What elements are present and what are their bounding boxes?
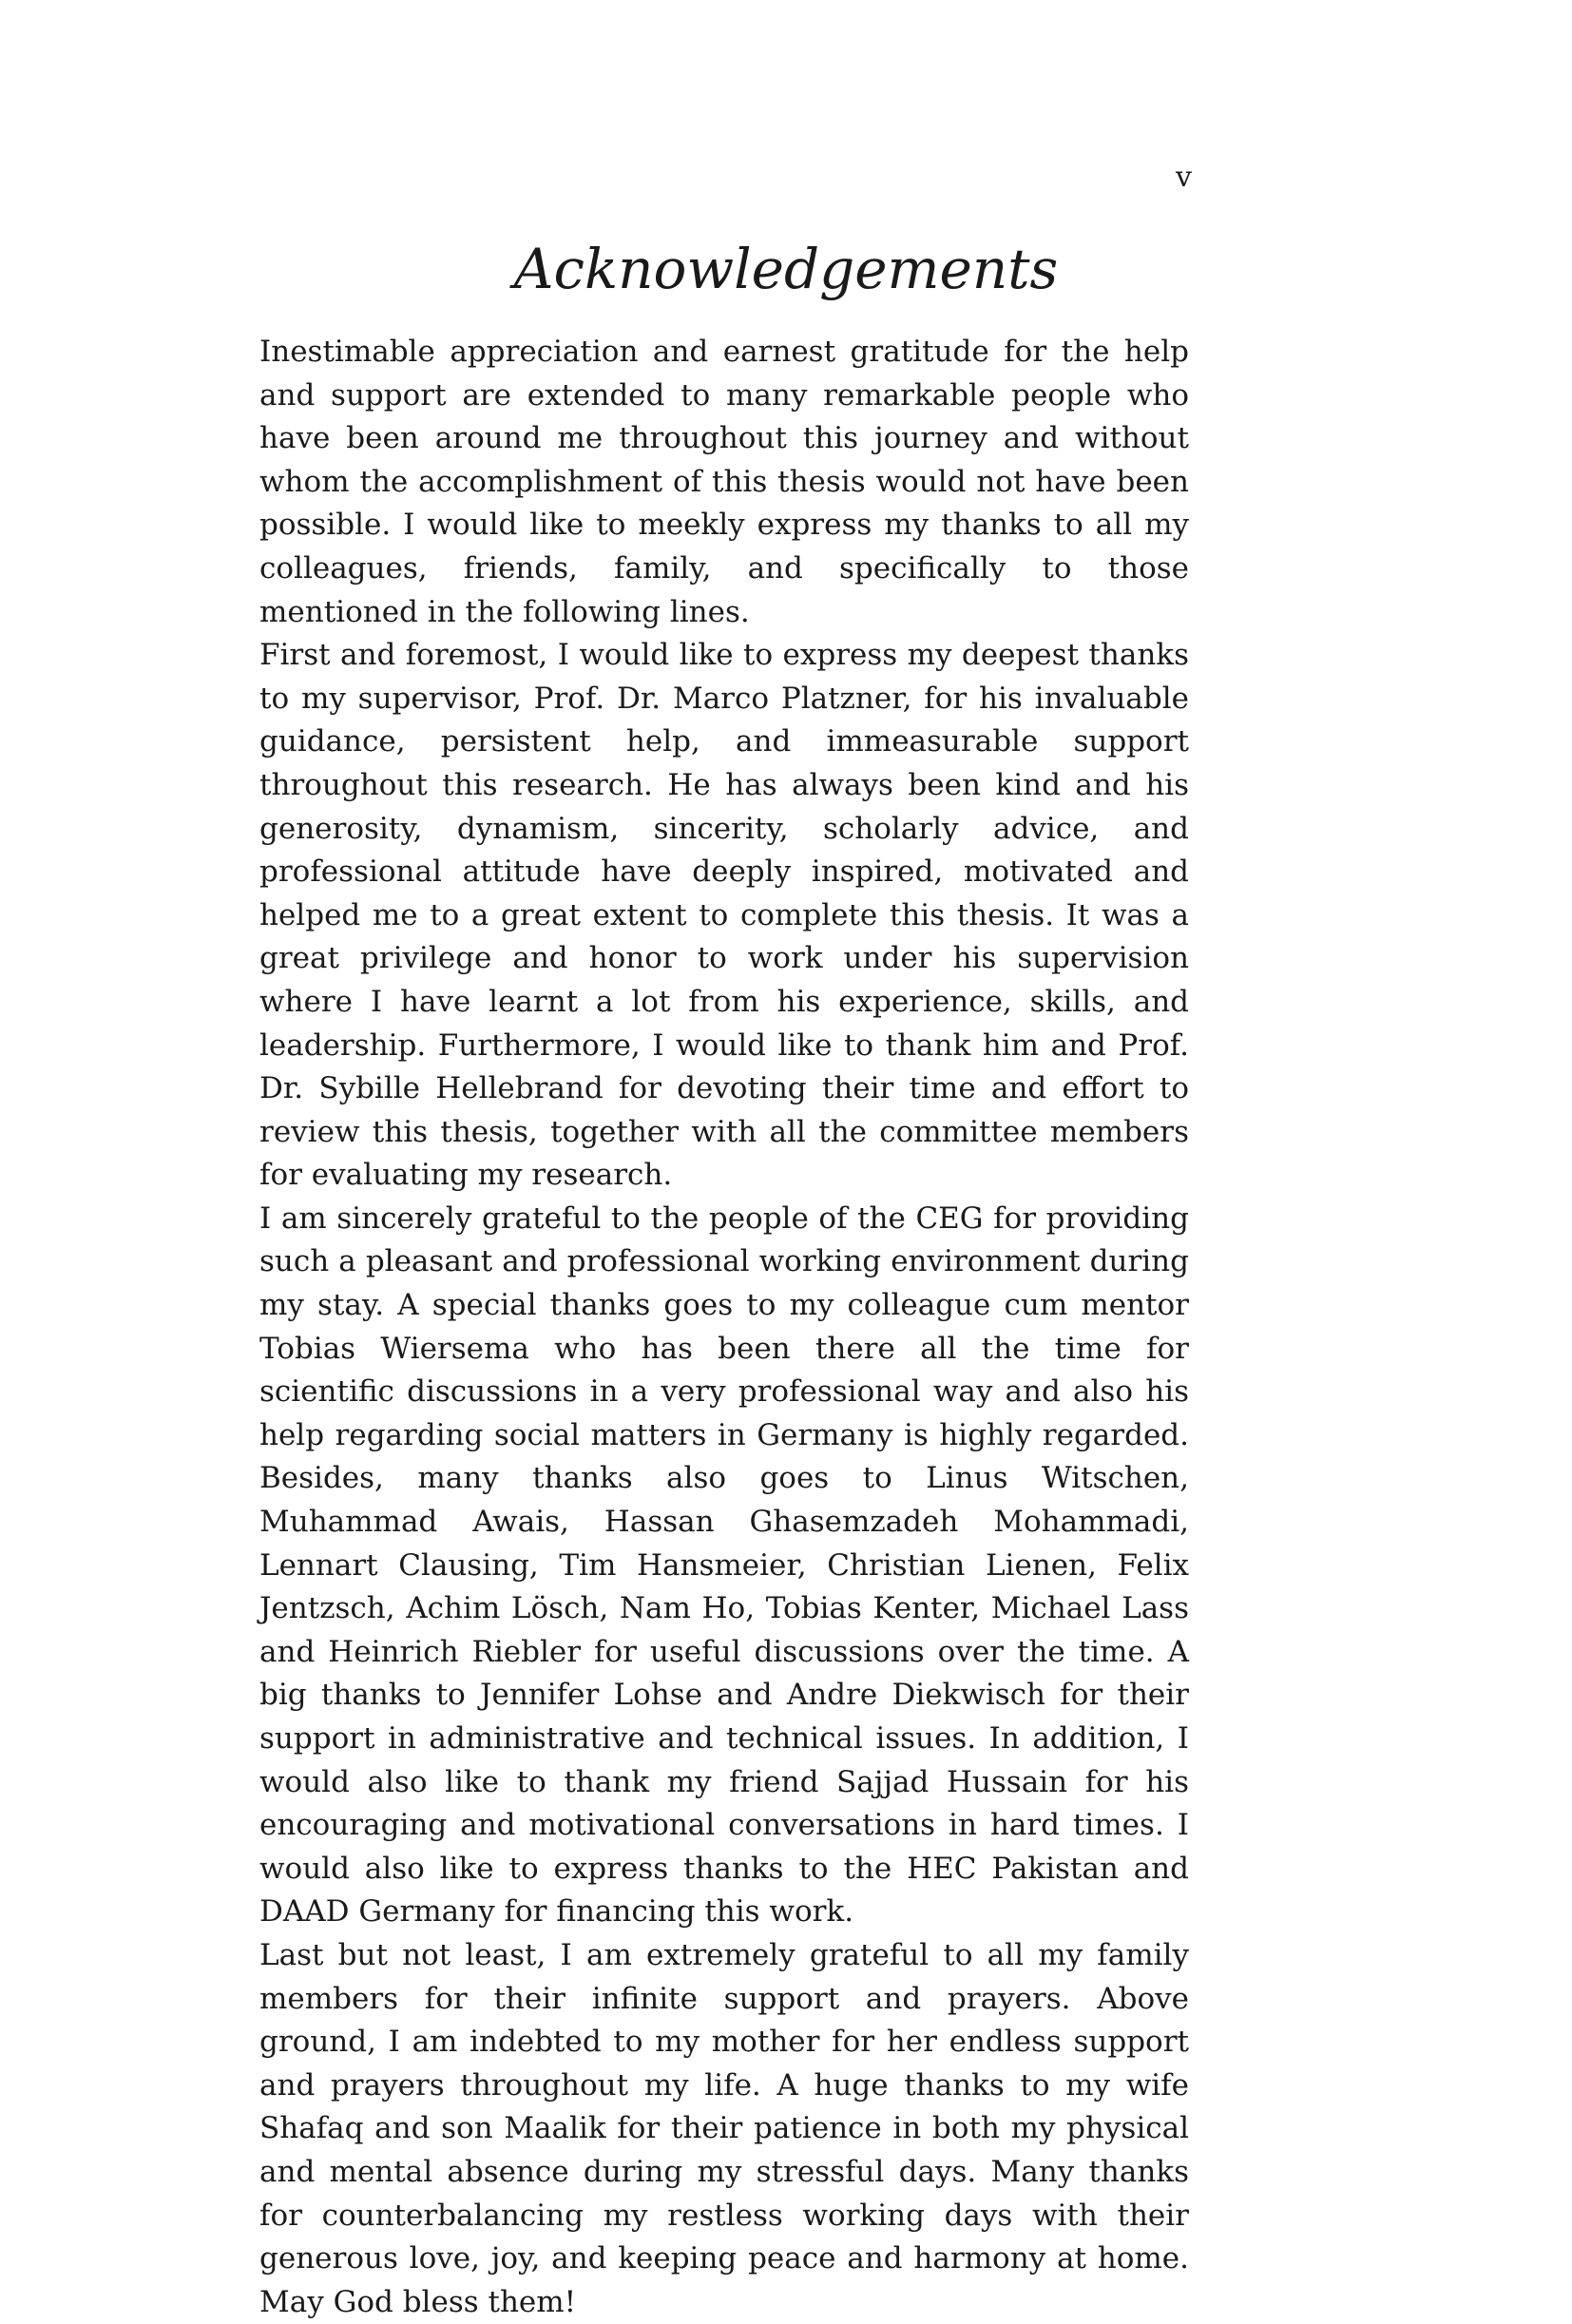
- page-number: v: [1176, 161, 1192, 194]
- paragraph-colleagues: I am sincerely grateful to the people of the CEG for providing such a pleasant and professional working environment during my stay. A special thanks goes to my colleague cum mentor Tobias Wiersema who has been there all the time for scientific discussions in a very professional way and also his help regarding social matters in Germany is highly regarded. Besides, many thanks also goes to Linus Witschen, Muhammad Awais, Hassan Ghasemzadeh Mohammadi, Lennart Clausing, Tim Hansmeier, Christian Lienen, Felix Jentzsch, Achim Lösch, Nam Ho, Tobias Kenter, Michael Lass and Heinrich Riebler for useful discussions over the time. A big thanks to Jennifer Lohse and Andre Diekwisch for their support in administrative and technical issues. In addition, I would also like to thank my friend Sajjad Hussain for his encouraging and motivational conversations in hard times. I would also like to express thanks to the HEC Pakistan and DAAD Germany for financing this work.: [259, 1200, 1189, 1930]
- acknowledgements-body: [259, 331, 1189, 2324]
- page-title: Acknowledgements: [513, 237, 1059, 301]
- paragraph-supervisor: First and foremost, I would like to express my deepest thanks to my supervisor, Prof. Dr. Marco Platzner, for his invaluable guidance, persistent help, and immeasurable support throughout this research. He has always been kind and his generosity, dynamism, sincerity, scholarly advice, and professional attitude have deeply inspired, motivated and helped me to a great extent to complete this thesis. It was a great privilege and honor to work under his supervision where I have learnt a lot from his experience, skills, and leadership. Furthermore, I would like to thank him and Prof. Dr. Sybille Hellebrand for devoting their time and effort to review this thesis, together with all the committee members for evaluating my research.: [259, 638, 1189, 1193]
- paragraph-family: Last but not least, I am extremely grateful to all my family members for their infinite support and prayers. Above ground, I am indebted to my mother for her endless support and prayers throughout my life. A huge thanks to my wife Shafaq and son Maalik for their patience in both my physical and mental absence during my stressful days. Many thanks for counterbalancing my restless working days with their generous love, joy, and keeping peace and harmony at home. May God bless them!: [259, 1937, 1189, 2319]
- paragraph-intro: Inestimable appreciation and earnest gratitude for the help and support are extended to many remarkable people who have been around me throughout this journey and without whom the accomplishment of this thesis would not have been possible. I would like to meekly express my thanks to all my colleagues, friends, family, and specifically to those mentioned in the following lines.: [259, 335, 1189, 629]
